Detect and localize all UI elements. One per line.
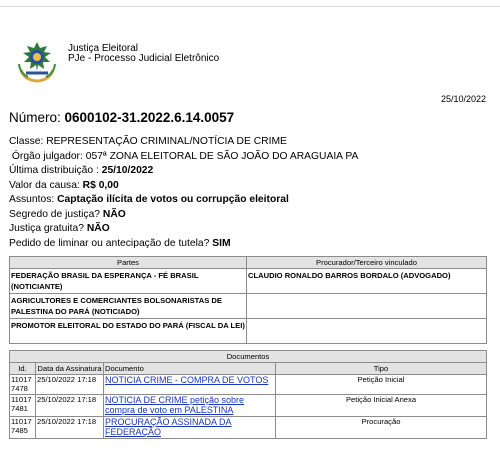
process-number bbox=[9, 110, 234, 125]
liminar-row bbox=[9, 237, 358, 252]
documentos-table bbox=[9, 350, 487, 439]
tipo-cell: Procuração bbox=[276, 417, 487, 439]
documento-link[interactable]: NOTICIA DE CRIME petição sobre compra de voto em PALESTINA bbox=[105, 395, 245, 415]
documento-cell bbox=[104, 417, 276, 439]
tipo-cell: Petição Inicial bbox=[276, 375, 487, 395]
orgao-value: 057ª ZONA ELEITORAL DE SÃO JOÃO DO ARAGUAIA PA bbox=[85, 150, 359, 162]
table-row bbox=[10, 417, 487, 439]
process-info bbox=[9, 135, 358, 251]
documento-link[interactable]: NOTICIA CRIME - COMPRA DE VOTOS bbox=[105, 375, 269, 385]
partes-table bbox=[9, 256, 487, 344]
data-cell: 25/10/2022 17:18 bbox=[36, 395, 104, 417]
id-cell: 11017 7485 bbox=[10, 417, 36, 439]
partes-header-row bbox=[10, 257, 487, 269]
partes-header: Partes bbox=[10, 257, 247, 269]
process-number-label: Número: bbox=[9, 110, 61, 125]
procurador-header: Procurador/Terceiro vinculado bbox=[247, 257, 487, 269]
classe-row bbox=[9, 135, 358, 150]
distribuicao-row bbox=[9, 164, 358, 179]
table-row bbox=[10, 375, 487, 395]
org-name: Justiça Eleitoral bbox=[68, 43, 139, 54]
org-header bbox=[68, 44, 219, 64]
valor-value: R$ 0,00 bbox=[82, 179, 119, 191]
table-row bbox=[10, 269, 487, 294]
documento-link[interactable]: PROCURAÇÃO ASSINADA DA FEDERAÇÃO bbox=[105, 417, 232, 437]
parte-cell: FEDERAÇÃO BRASIL DA ESPERANÇA - FÉ BRASIL (NOTICIANTE) bbox=[10, 269, 247, 294]
orgao-row bbox=[9, 150, 358, 165]
data-header: Data da Assinatura bbox=[37, 364, 102, 373]
orgao-label: Órgão julgador: bbox=[11, 150, 83, 162]
assuntos-value: Captação ilícita de votos ou corrupção eleitoral bbox=[57, 194, 289, 205]
id-cell: 11017 7481 bbox=[10, 395, 36, 417]
data-cell: 25/10/2022 17:18 bbox=[36, 417, 104, 439]
data-cell: 25/10/2022 17:18 bbox=[36, 375, 104, 395]
documentos-title-row bbox=[10, 351, 487, 363]
segredo-row bbox=[9, 208, 358, 223]
system-name: PJe - Processo Judicial Eletrônico bbox=[68, 53, 220, 64]
assuntos-row bbox=[9, 193, 358, 208]
table-row bbox=[10, 294, 487, 319]
table-row bbox=[10, 395, 487, 417]
documentos-title: Documentos bbox=[10, 351, 487, 363]
tipo-cell: Petição Inicial Anexa bbox=[276, 395, 487, 417]
classe-label: Classe: bbox=[9, 136, 44, 147]
documento-cell bbox=[104, 395, 276, 417]
gratuita-label: Justiça gratuita? bbox=[9, 223, 84, 234]
distribuicao-value: 25/10/2022 bbox=[101, 165, 154, 176]
id-cell: 11017 7478 bbox=[10, 375, 36, 395]
documento-cell bbox=[104, 375, 276, 395]
id-header: Id. bbox=[10, 363, 36, 375]
distribuicao-label: Última distribuição : bbox=[9, 165, 99, 176]
brasao-coat-of-arms-icon bbox=[14, 40, 60, 84]
segredo-label: Segredo de justiça? bbox=[9, 208, 101, 220]
liminar-label: Pedido de liminar ou antecipação de tutela? bbox=[9, 237, 210, 249]
procurador-cell bbox=[247, 294, 487, 319]
liminar-value: SIM bbox=[212, 237, 231, 249]
top-divider bbox=[0, 6, 500, 7]
valor-label: Valor da causa: bbox=[9, 179, 80, 191]
classe-value: REPRESENTAÇÃO CRIMINAL/NOTÍCIA DE CRIME bbox=[46, 136, 287, 147]
parte-cell: PROMOTOR ELEITORAL DO ESTADO DO PARÁ (FISCAL DA LEI) bbox=[10, 319, 247, 344]
procurador-cell: CLAUDIO RONALDO BARROS BORDALO (ADVOGADO) bbox=[247, 269, 487, 294]
process-number-value: 0600102-31.2022.6.14.0057 bbox=[64, 110, 235, 125]
gratuita-row bbox=[9, 222, 358, 237]
valor-row bbox=[9, 179, 358, 194]
table-row bbox=[10, 319, 487, 344]
document-date: 25/10/2022 bbox=[440, 94, 486, 104]
procurador-cell bbox=[247, 319, 487, 344]
parte-cell: AGRICULTORES E COMERCIANTES BOLSONARISTAS DE PALESTINA DO PARÁ (NOTICIADO) bbox=[10, 294, 247, 319]
segredo-value: NÃO bbox=[102, 208, 126, 220]
assuntos-label: Assuntos: bbox=[9, 194, 55, 205]
tipo-header: Tipo bbox=[276, 363, 487, 375]
documento-header: Documento bbox=[104, 363, 276, 375]
gratuita-value: NÃO bbox=[86, 223, 110, 234]
documentos-header-row bbox=[10, 363, 487, 375]
